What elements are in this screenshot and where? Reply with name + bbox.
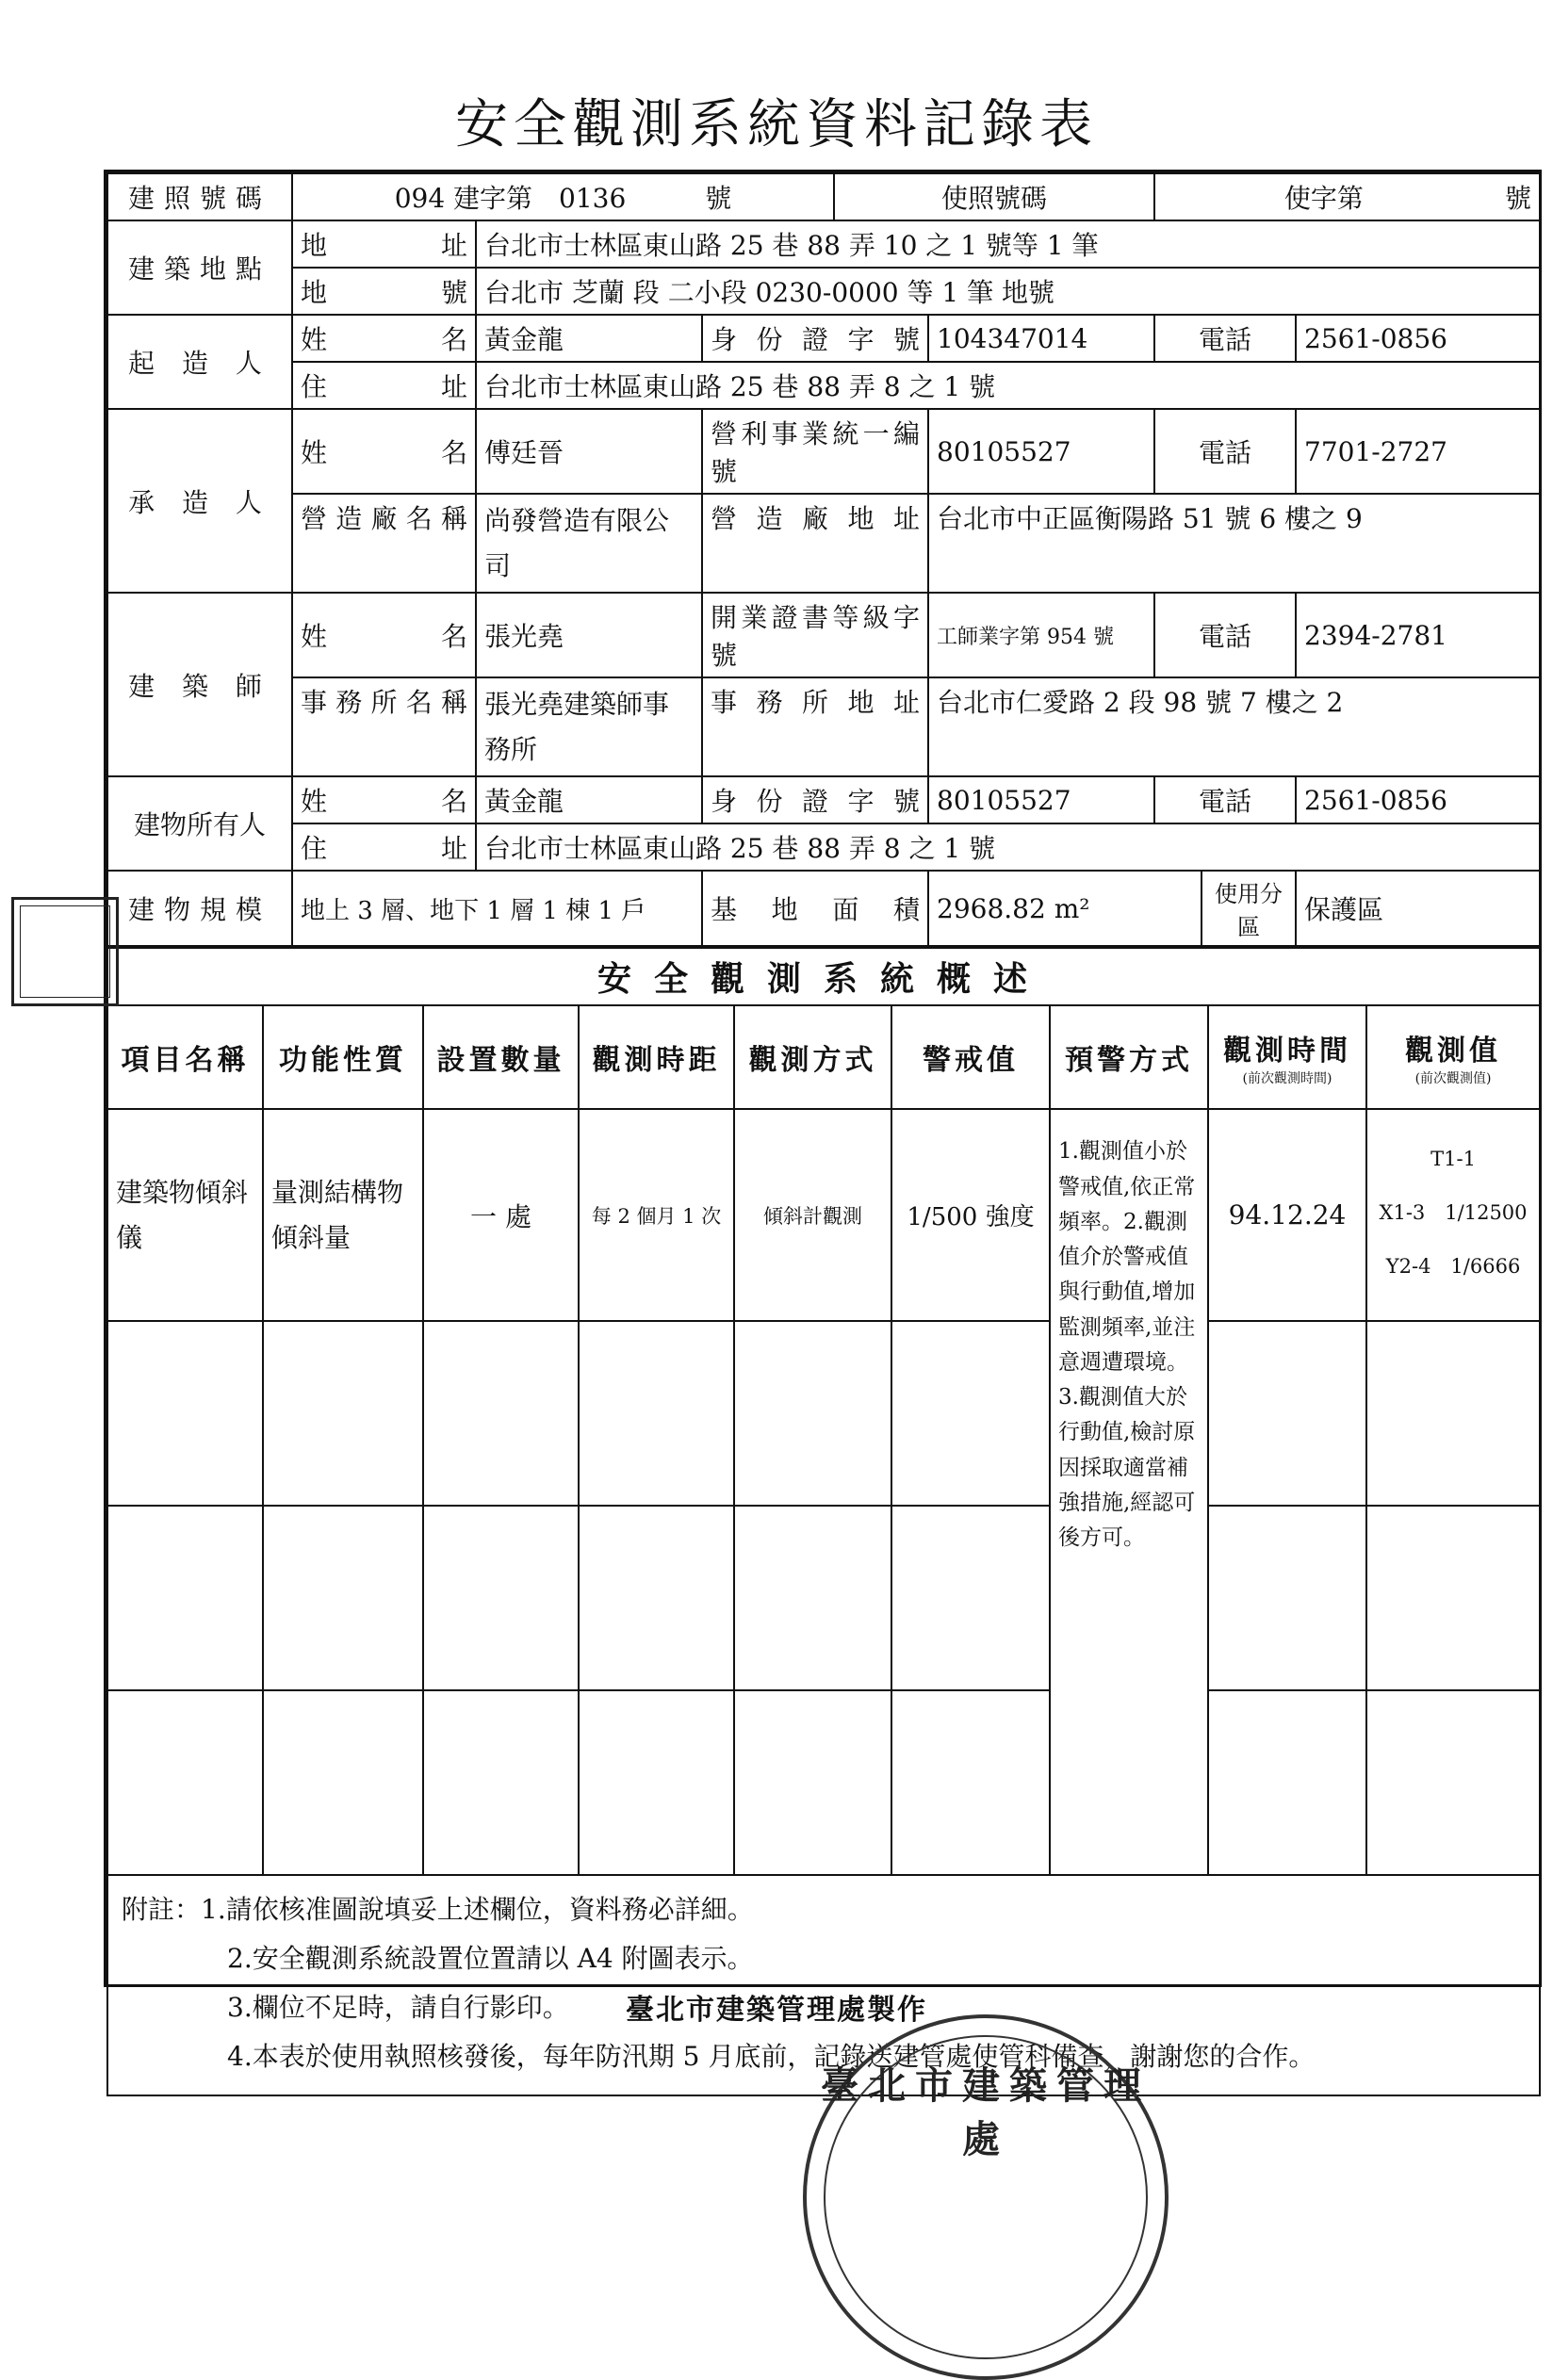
contractor-label: 承 造 人 (107, 409, 292, 593)
contractor-name-label: 姓 名 (292, 409, 476, 494)
row-time: 94.12.24 (1208, 1109, 1366, 1321)
use-permit-suffix: 號 (1505, 183, 1532, 214)
header-value-label: 觀測值 (1405, 1035, 1502, 1068)
contractor-name: 傅廷晉 (476, 409, 702, 494)
applicant-address: 台北市士林區東山路 25 巷 88 弄 8 之 1 號 (476, 362, 1540, 409)
contractor-phone: 7701-2727 (1296, 409, 1540, 494)
contractor-tax-id: 80105527 (928, 409, 1154, 494)
company-address: 台北市中正區衡陽路 51 號 6 樓之 9 (928, 494, 1540, 593)
row-function: 量測結構物傾斜量 (263, 1109, 423, 1321)
row-warning: 1.觀測值小於警戒值,依正常頻率。2.觀測值介於警戒值與行動值,增加監測頻率,並注意週遭環境。3.觀測值大於行動值,檢討原因採取適當補強措施,經認可後方可。 (1050, 1109, 1208, 1875)
address-label: 地 址 (292, 220, 476, 268)
header-value (1366, 1005, 1540, 1109)
architect-license-label: 開業證書等級字號 (702, 593, 928, 677)
header-method: 觀測方式 (734, 1005, 891, 1109)
architect-phone: 2394-2781 (1296, 593, 1540, 677)
architect-label: 建 築 師 (107, 593, 292, 776)
owner-id: 80105527 (928, 776, 1154, 823)
header-time-sub: (前次觀測時間) (1242, 1071, 1332, 1087)
overview-title: 安全觀測系統概述 (107, 948, 1540, 1005)
row-quantity: 一 處 (423, 1109, 579, 1321)
area-label: 基地面積 (702, 871, 928, 946)
seal-text: 臺北市建築管理處 (821, 2063, 1151, 2161)
owner-address-label: 住 址 (292, 823, 476, 871)
use-permit-cell (1154, 173, 1540, 220)
row-value (1366, 1109, 1540, 1321)
owner-label: 建物所有人 (107, 776, 292, 871)
applicant-name-label: 姓 名 (292, 315, 476, 362)
overview-table (106, 947, 1541, 2095)
contractor-phone-label: 電話 (1154, 409, 1296, 494)
empty-row (107, 1506, 1540, 1690)
empty-row (107, 1690, 1540, 1875)
location-address: 台北市士林區東山路 25 巷 88 弄 10 之 1 號等 1 筆 (476, 220, 1540, 268)
row-method: 傾斜計觀測 (734, 1109, 891, 1321)
header-warning: 預警方式 (1050, 1005, 1208, 1109)
header-threshold: 警戒值 (891, 1005, 1050, 1109)
applicant-name: 黃金龍 (476, 315, 702, 362)
row-value-1: T1-1 (1430, 1148, 1476, 1171)
header-quantity: 設置數量 (423, 1005, 579, 1109)
header-item: 項目名稱 (107, 1005, 263, 1109)
note-3: 3.欄位不足時，請自行影印。 (227, 1991, 569, 2023)
company-label: 營造廠名稱 (292, 494, 476, 593)
company-address-label: 營造廠地址 (702, 494, 928, 593)
header-time-label: 觀測時間 (1223, 1035, 1351, 1068)
office-address-label: 事務所地址 (702, 677, 928, 776)
location-lot: 台北市 芝蘭 段 二小段 0230-0000 等 1 筆 地號 (476, 268, 1540, 315)
applicant-phone-label: 電話 (1154, 315, 1296, 362)
office-label: 事務所名稱 (292, 677, 476, 776)
scale-value: 地上 3 層、地下 1 層 1 棟 1 戶 (292, 871, 702, 946)
notes-lead: 附註： (122, 1894, 202, 1926)
empty-row (107, 1321, 1540, 1506)
owner-id-label: 身份證字號 (702, 776, 928, 823)
scale-label: 建物規模 (107, 871, 292, 946)
applicant-id-label: 身份證字號 (702, 315, 928, 362)
owner-phone: 2561-0856 (1296, 776, 1540, 823)
area-value: 2968.82 m² (928, 871, 1202, 946)
note-1-line (122, 1885, 1526, 1934)
applicant-label: 起 造 人 (107, 315, 292, 409)
architect-license: 工師業字第 954 號 (928, 593, 1154, 677)
header-value-sub: (前次觀測值) (1414, 1071, 1492, 1087)
note-2: 2.安全觀測系統設置位置請以 A4 附圖表示。 (227, 1943, 754, 1975)
zone-label: 使用分區 (1202, 871, 1296, 946)
use-permit-value: 使字第 (1283, 183, 1364, 214)
owner-name-label: 姓 名 (292, 776, 476, 823)
location-label: 建築地點 (107, 220, 292, 315)
use-permit-label: 使照號碼 (834, 173, 1154, 220)
lot-label: 地 號 (292, 268, 476, 315)
row-interval: 每 2 個月 1 次 (579, 1109, 734, 1321)
official-seal-stamp (11, 897, 119, 1006)
note-1: 1.請依核准圖說填妥上述欄位，資料務必詳細。 (201, 1894, 754, 1926)
contractor-tax-label: 營利事業統一編號 (702, 409, 928, 494)
architect-name-label: 姓 名 (292, 593, 476, 677)
applicant-phone: 2561-0856 (1296, 315, 1540, 362)
header-interval: 觀測時距 (579, 1005, 734, 1109)
office-address: 台北市仁愛路 2 段 98 號 7 樓之 2 (928, 677, 1540, 776)
owner-address: 台北市士林區東山路 25 巷 88 弄 8 之 1 號 (476, 823, 1540, 871)
row-item: 建築物傾斜儀 (107, 1109, 263, 1321)
applicant-address-label: 住 址 (292, 362, 476, 409)
form-title: 安全觀測系統資料記錄表 (455, 94, 1098, 155)
applicant-id: 104347014 (928, 315, 1154, 362)
row-threshold: 1/500 強度 (891, 1109, 1050, 1321)
office-name: 張光堯建築師事務所 (476, 677, 702, 776)
form-table (106, 172, 1541, 947)
row-value-3: Y2-4 1/6666 (1385, 1254, 1521, 1278)
owner-name: 黃金龍 (476, 776, 702, 823)
row-value-2: X1-3 1/12500 (1379, 1201, 1528, 1225)
authority-seal (803, 2014, 1169, 2380)
company-name: 尚發營造有限公司 (476, 494, 702, 593)
architect-phone-label: 電話 (1154, 593, 1296, 677)
zone-value: 保護區 (1296, 871, 1540, 946)
permit-label: 建照號碼 (107, 173, 292, 220)
note-4: 4.本表於使用執照核發後，每年防汛期 5 月底前，記錄送建管處使管科備查，謝謝您的合作。 (227, 2040, 1316, 2072)
architect-name: 張光堯 (476, 593, 702, 677)
owner-phone-label: 電話 (1154, 776, 1296, 823)
header-function: 功能性質 (263, 1005, 423, 1109)
footer-credit: 臺北市建築管理處製作 (626, 1994, 927, 2027)
header-time (1208, 1005, 1366, 1109)
permit-value: 094 建字第 0136 號 (292, 173, 834, 220)
